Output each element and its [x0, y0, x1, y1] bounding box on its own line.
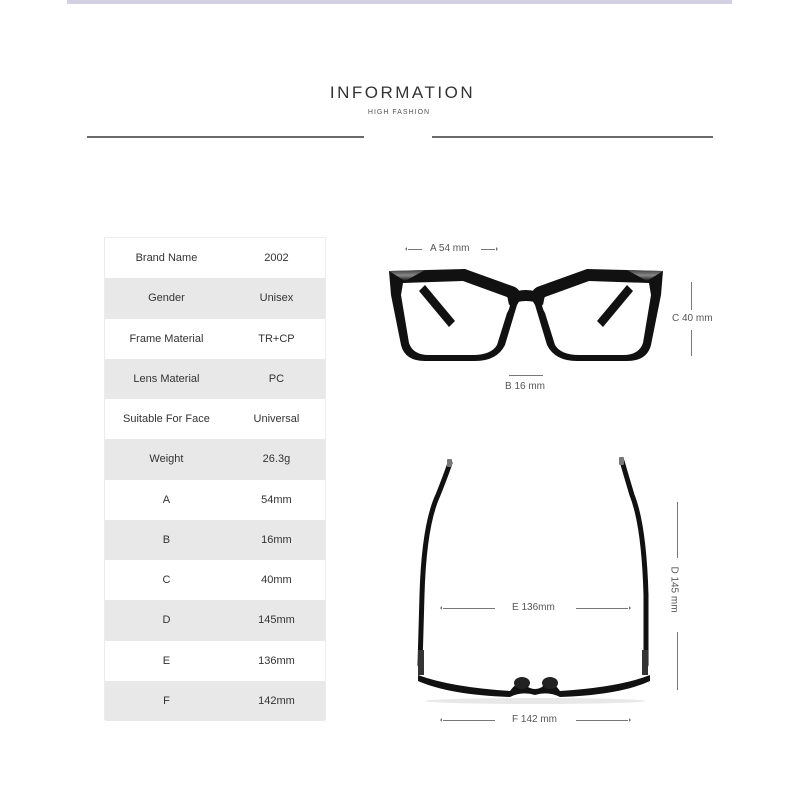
dim-b-label: B 16 mm — [505, 381, 546, 392]
divider-left — [87, 136, 364, 138]
spec-key: Brand Name — [135, 252, 198, 265]
spec-key: Frame Material — [129, 332, 204, 345]
spec-value: 16mm — [261, 533, 292, 546]
dim-a-label: A 54 mm — [430, 243, 470, 254]
spec-value: Universal — [253, 413, 300, 426]
spec-key: A — [162, 493, 171, 506]
spec-value: TR+CP — [258, 332, 295, 345]
dim-f-arrow-right — [576, 720, 628, 721]
spec-value: 145mm — [258, 614, 295, 627]
spec-row-f — [105, 681, 325, 721]
dim-e-arrow-right — [576, 608, 628, 609]
spec-value: 2002 — [264, 252, 289, 265]
dim-e-label: E 136mm — [512, 602, 555, 613]
dim-c-line-top — [691, 282, 692, 310]
dim-d-line-bottom — [677, 632, 678, 690]
spec-key: Weight — [149, 453, 184, 466]
spec-value: Unisex — [259, 292, 294, 305]
dim-e-arrow-left — [443, 608, 495, 609]
spec-key: D — [162, 614, 171, 627]
spec-key: B — [162, 533, 171, 546]
page-title: INFORMATION — [329, 83, 476, 102]
spec-row-a — [105, 480, 325, 520]
spec-key: Suitable For Face — [123, 413, 210, 426]
spec-key: Gender — [148, 292, 185, 305]
top-accent-bar — [67, 0, 732, 4]
spec-row-lens-material — [105, 359, 325, 399]
dim-a-arrow-left — [408, 249, 422, 250]
spec-row-c — [105, 560, 325, 600]
spec-value: 142mm — [258, 694, 295, 707]
dim-a-arrow-right — [481, 249, 495, 250]
spec-value: 54mm — [261, 493, 292, 506]
spec-row-e — [105, 641, 325, 681]
spec-table — [104, 237, 326, 720]
spec-value: PC — [268, 372, 285, 385]
spec-row-suitable-for-face — [105, 399, 325, 439]
page-subtitle: HIGH FASHION — [367, 109, 431, 116]
dim-d-label: D 145 mm — [668, 566, 680, 613]
divider-right — [432, 136, 713, 138]
spec-key: F — [163, 694, 170, 707]
spec-row-weight — [105, 439, 325, 479]
spec-key: C — [162, 574, 171, 587]
glasses-top-view-image — [410, 455, 660, 715]
spec-value: 136mm — [258, 654, 295, 667]
spec-key: E — [162, 654, 171, 667]
dim-c-label: C 40 mm — [672, 313, 713, 324]
spec-row-frame-material — [105, 319, 325, 359]
spec-value: 26.3g — [262, 453, 291, 466]
spec-row-brand-name — [105, 238, 325, 278]
spec-key: Lens Material — [133, 372, 200, 385]
spec-row-b — [105, 520, 325, 560]
dim-b-line — [509, 375, 543, 376]
spec-value: 40mm — [261, 574, 292, 587]
spec-row-gender — [105, 278, 325, 318]
dim-d-line-top — [677, 502, 678, 558]
dim-f-label: F 142 mm — [512, 714, 558, 725]
dim-c-line-bottom — [691, 330, 692, 356]
glasses-front-view-image — [385, 265, 667, 365]
spec-row-d — [105, 600, 325, 640]
dim-f-arrow-left — [443, 720, 495, 721]
